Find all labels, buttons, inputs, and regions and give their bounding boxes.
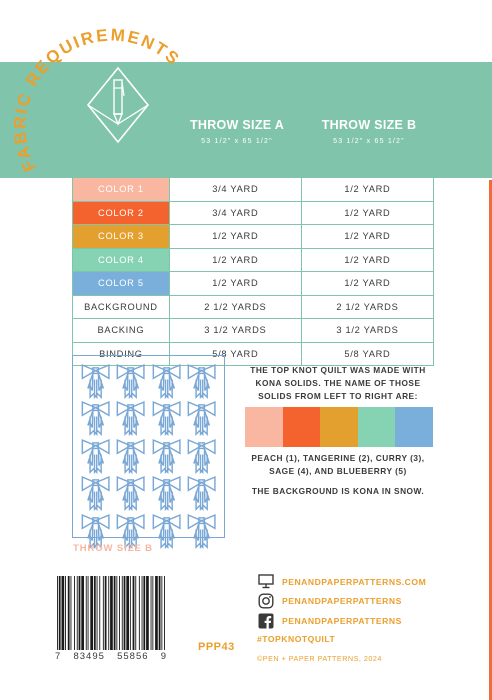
- table-row: [73, 248, 434, 272]
- intro-line: SOLIDS FROM LEFT TO RIGHT ARE:: [258, 391, 418, 401]
- bow-block: [185, 401, 218, 436]
- barcode-bar: [97, 576, 98, 650]
- barcode-bar: [81, 576, 84, 650]
- barcode-bar: [77, 576, 78, 650]
- facebook-link[interactable]: [257, 612, 402, 629]
- barcode-bar: [62, 576, 65, 650]
- facebook-text[interactable]: PENANDPAPERPATTERNS: [282, 615, 402, 626]
- table-row: [73, 319, 434, 343]
- barcode-bar: [133, 576, 135, 650]
- barcode-bar: [142, 576, 143, 650]
- amount-a: 3/4 YARD: [169, 178, 301, 202]
- barcode-bar: [59, 576, 61, 650]
- barcode-bar: [57, 576, 58, 650]
- quilt-size-label: THROW SIZE B: [73, 543, 153, 554]
- barcode-digit-group: 7: [55, 651, 62, 662]
- column-size-a: 53 1/2" x 65 1/2": [201, 138, 273, 145]
- barcode-bar: [159, 576, 161, 650]
- color-swatch: [320, 407, 358, 447]
- table-row: [73, 201, 434, 225]
- barcode-bar: [74, 576, 75, 650]
- barcode-bar: [79, 576, 81, 650]
- background-note: THE BACKGROUND IS KONA IN SNOW.: [251, 486, 425, 496]
- bow-block: [114, 439, 147, 474]
- website-text[interactable]: PENANDPAPERPATTERNS.COM: [282, 576, 427, 587]
- barcode-bar: [155, 576, 158, 650]
- amount-a: 5/8 YARD: [169, 342, 301, 366]
- table-row: [73, 272, 434, 296]
- barcode-bar: [122, 576, 123, 650]
- column-title-b: THROW SIZE B: [321, 118, 417, 132]
- barcode-bar: [105, 576, 107, 650]
- row-label: COLOR 5: [73, 272, 170, 296]
- copyright: ©PEN + PAPER PATTERNS, 2024: [257, 654, 382, 663]
- barcode-bar: [90, 576, 93, 650]
- barcode-digit-group: 55856: [117, 651, 149, 662]
- barcode-bar: [68, 576, 70, 650]
- barcode-bar: [65, 576, 66, 650]
- amount-b: 1/2 YARD: [301, 272, 433, 296]
- barcode-bar: [110, 576, 113, 650]
- amount-a: 1/2 YARD: [169, 272, 301, 296]
- table-row: [73, 295, 434, 319]
- instagram-icon: [257, 592, 274, 609]
- bow-block: [150, 514, 183, 549]
- amount-a: 1/2 YARD: [169, 225, 301, 249]
- bow-block: [185, 514, 218, 549]
- row-label: COLOR 1: [73, 178, 170, 202]
- row-label: BINDING: [73, 342, 170, 366]
- names-line: PEACH (1), TANGERINE (2), CURRY (3),: [251, 453, 425, 463]
- bow-block: [79, 401, 112, 436]
- bow-block: [150, 476, 183, 511]
- color-names-text: [241, 452, 435, 478]
- table-header-row: [73, 105, 434, 178]
- barcode-bar: [119, 576, 120, 650]
- barcode-bar: [151, 576, 152, 650]
- table-row: [73, 225, 434, 249]
- barcode-bar: [103, 576, 104, 650]
- barcode-bar: [164, 576, 165, 650]
- amount-b: 1/2 YARD: [301, 201, 433, 225]
- barcode-bar: [124, 576, 126, 650]
- table-row: [73, 178, 434, 202]
- amount-b: 1/2 YARD: [301, 225, 433, 249]
- barcode-bar: [86, 576, 87, 650]
- bow-block: [79, 439, 112, 474]
- column-title-a: THROW SIZE A: [189, 118, 285, 132]
- amount-b: 5/8 YARD: [301, 342, 433, 366]
- barcode-bar: [71, 576, 72, 650]
- color-swatch: [245, 407, 283, 447]
- bow-block: [150, 364, 183, 399]
- names-line: SAGE (4), AND BLUEBERRY (5): [269, 466, 407, 476]
- amount-b: 3 1/2 YARDS: [301, 319, 433, 343]
- barcode-bar: [114, 576, 116, 650]
- website-link[interactable]: [257, 573, 426, 590]
- color-swatch: [395, 407, 433, 447]
- barcode-bar: [94, 576, 96, 650]
- amount-a: 2 1/2 YARDS: [169, 295, 301, 319]
- barcode-digit-group: 83495: [73, 651, 105, 662]
- bow-block: [185, 476, 218, 511]
- barcode-bar: [126, 576, 129, 650]
- barcode-bar: [139, 576, 140, 650]
- row-label: COLOR 3: [73, 225, 170, 249]
- bow-block: [114, 476, 147, 511]
- instagram-link[interactable]: [257, 592, 402, 609]
- amount-b: 1/2 YARD: [301, 178, 433, 202]
- barcode-bar: [146, 576, 149, 650]
- barcode-bar: [135, 576, 136, 650]
- bow-block: [185, 439, 218, 474]
- color-swatches: [245, 407, 433, 447]
- barcode-bar: [161, 576, 162, 650]
- row-label: COLOR 4: [73, 248, 170, 272]
- facebook-icon: [257, 612, 274, 629]
- hashtag: #TOPKNOTQUILT: [257, 634, 336, 644]
- amount-a: 3/4 YARD: [169, 201, 301, 225]
- monitor-icon: [257, 573, 274, 590]
- barcode-bar: [108, 576, 109, 650]
- amount-b: 2 1/2 YARDS: [301, 295, 433, 319]
- bow-block: [114, 401, 147, 436]
- column-size-b: 53 1/2" x 65 1/2": [333, 138, 405, 145]
- product-code: PPP43: [198, 641, 235, 653]
- bow-block: [185, 364, 218, 399]
- page-title: FABRIC REQUIREMENTS: [10, 25, 184, 175]
- row-label: COLOR 2: [73, 201, 170, 225]
- row-label: BACKGROUND: [73, 295, 170, 319]
- barcode-number: [55, 651, 167, 662]
- color-swatch: [283, 407, 321, 447]
- barcode-bar: [152, 576, 153, 650]
- kona-intro-text: [241, 364, 435, 403]
- instagram-text[interactable]: PENANDPAPERPATTERNS: [282, 595, 402, 606]
- barcode-digit-group: 9: [160, 651, 167, 662]
- color-swatch: [358, 407, 396, 447]
- barcode: [55, 576, 167, 650]
- bow-block: [114, 364, 147, 399]
- bow-block: [79, 476, 112, 511]
- intro-line: KONA SOLIDS. THE NAME OF THOSE: [255, 378, 421, 388]
- barcode-bar: [99, 576, 100, 650]
- barcode-bar: [130, 576, 131, 650]
- intro-line: THE TOP KNOT QUILT WAS MADE WITH: [250, 365, 426, 375]
- amount-a: 3 1/2 YARDS: [169, 319, 301, 343]
- barcode-bar: [116, 576, 117, 650]
- quilt-diagram: [72, 355, 225, 538]
- bow-block: [79, 364, 112, 399]
- barcode-bar: [143, 576, 145, 650]
- row-label: BACKING: [73, 319, 170, 343]
- bow-block: [150, 401, 183, 436]
- amount-a: 1/2 YARD: [169, 248, 301, 272]
- amount-b: 1/2 YARD: [301, 248, 433, 272]
- barcode-bar: [88, 576, 89, 650]
- fabric-table: [72, 104, 434, 366]
- bow-block: [150, 439, 183, 474]
